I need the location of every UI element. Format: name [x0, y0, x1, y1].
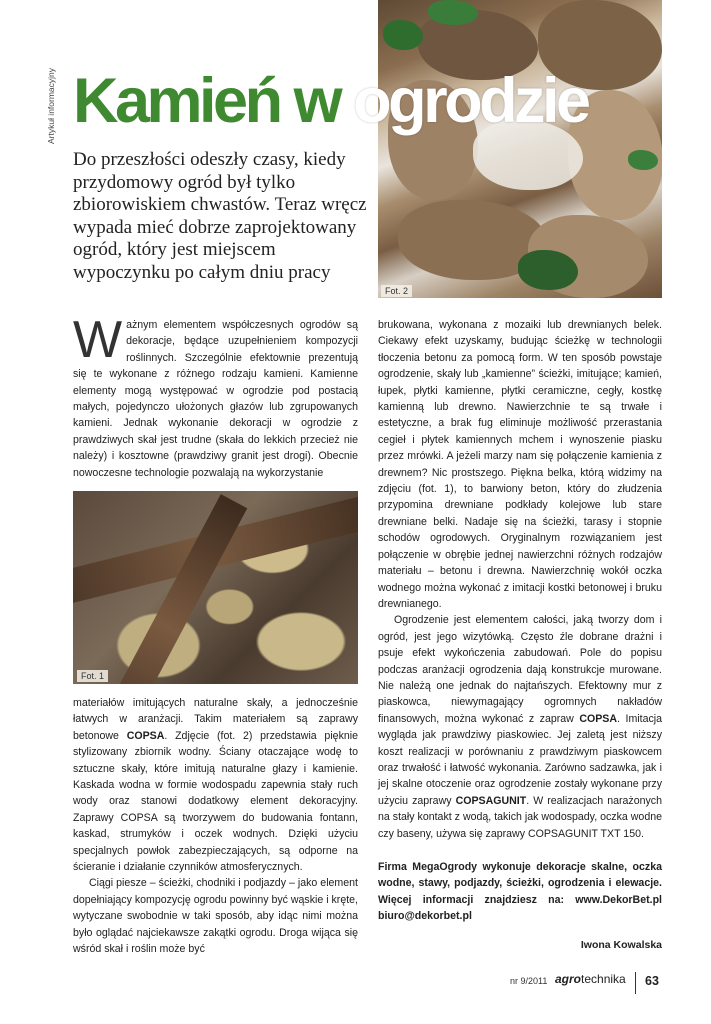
- text: Ciągi piesze – ścieżki, chodniki i podjazdy – jako element dopełniający kompozycję ogrodu powinny być wąskie i kręte, wytyczane swobodnie w taki sposób, aby idąc nimi można było oglądać najciekawsze zakątki ogrodu. Droga wijąca się wśród skał i roślin może być: [73, 877, 359, 956]
- author-name: Iwona Kowalska: [580, 939, 662, 951]
- text: Ogrodzenie jest elementem całości, jaką tworzy dom i ogród, jest jego wizytówką. Często źle dobrane drażni i psuje efekt wykończenia zabudowań. Pole do popisu podczas aranżacji ogrodzenia dają konstrukcje murowane. Nie należą one jednak do najtańszych. Efektowny mur z piaskowca, niewymagający ogromnych nakładów finansowych, można wykonać z zapraw: [378, 614, 662, 725]
- footer-divider: [635, 972, 636, 994]
- issue-number: nr 9/2011: [510, 976, 548, 986]
- text: materiałów imitujących naturalne skały, a jednocześnie łatwych w aranżacji. Takim materiałem są zaprawy betonowe: [73, 697, 358, 742]
- brand-name: COPSAGUNIT: [455, 794, 527, 807]
- text: . Imitacja wygląda jak prawdziwy piaskowiec. Jej zaletą jest niższy koszt realizacji w porównaniu z prawdziwym piaskowcem oraz trwałość i łatwość wykonania. Zarówno sadzawka, jak i jej skalne otoczenie oraz ogrodzenie zostały wykonane przy użyciu zaprawy: [378, 712, 662, 807]
- brand-name: COPSA: [579, 712, 618, 725]
- text: . Zdjęcie (fot. 2) przedstawia pięknie stylizowany zbiornik wodny. Ściany otaczające wodę to sztuczne skały, które imitują naturalne głazy i kamienie. Kaskada wodna w formie wodospadu zapewnia stały ruch wody oraz stanowi dodatkowy element dekoracyjny. Zaprawy COPSA są tworzywem do budowania fontann, kaskad, strumyków i oczek wodnych. Dzięki użyciu specjalnych powłok zabezpieczających, są odporne na ścieranie i działanie czynników atmosferycznych.: [73, 729, 359, 874]
- plant-shape: [428, 0, 478, 25]
- column-left-top: [73, 311, 358, 481]
- company-info: Firma MegaOgrody wykonuje dekoracje skalne, oczka wodne, stawy, podjazdy, ścieżki, ogrodzenia i elewacje. Więcej informacji znajdziesz na: www.DekorBet.pl biuro@dekorbet.pl: [378, 861, 662, 923]
- title-part-white: ogrodzie: [353, 66, 588, 136]
- photo-caption: Fot. 2: [381, 285, 412, 297]
- page-number: 63: [645, 974, 659, 988]
- paragraph: [73, 875, 358, 957]
- photo-stone-wood: [73, 491, 358, 684]
- title-part-green: Kamień w: [73, 66, 340, 136]
- text: brukowana, wykonana z mozaiki lub drewnianych belek. Ciekawy efekt uzyskamy, budując ścieżkę w technologii tłoczenia betonu za pomocą form. W ten sposób powstaje ogrodzenie, skały lub „kamienne” ścieżki, imitujące; kamień, łupek, płytki kamienne, płytki ceramiczne, cegły, kostkę kamienną lub drewno. Nawierzchnie te są trwałe i estetyczne, a brak fug eliminuje możliwość przerastania cegieł i płytek kamiennych mchem i wynoszenie piasku przez mrówki. A jeżeli marzy nam się połączenie kamienia z drewnem? Nic prostszego. Piękna belka, którą widzimy na zdjęciu (fot. 1), to barwiony beton, który do złudzenia przypomina drewniane podkłady kolejowe lub stare drewniane belki. Nadaje się na ścieżki, tarasy i stopnie schodów ogrodowych. Oryginalnym rozwiązaniem jest połączenie w obrębie jednej nawierzchni różnych rodzajów materiału – betonu i drewna. Nawierzchnię wokół oczka wodnego można wykonać z imitacji kostki betonowej i bruku drewnianego.: [378, 319, 662, 610]
- paragraph-text: ażnym elementem współczesnych ogrodów są dekoracje, będące uzupełnieniem kompozycji roślinnych. Szczególnie efektownie prezentują się te wykonane z różnego rodzaju kamieni. Kamienne elementy mogą występować w ogrodzie pod postacią małych, pojedynczo ułożonych głazów lub zgrupowanych kamieni. Jednak wykonanie dekoracji w ogrodzie z prawdziwych skał jest trudne (skała do lekkich przecież nie należy) i kosztowne (prawdziwy granit jest drogi). Obecnie nowoczesne technologie pozwalają na wykorzystanie: [73, 319, 358, 479]
- text: . W realizacjach narażonych na stały kontakt z wodą, takich jak wodospady, oczka wodne czy baseny, używa się zaprawy COPSAGUNIT TXT 150.: [378, 794, 662, 840]
- brand-part-b: technika: [581, 972, 626, 986]
- paragraph: [73, 695, 358, 875]
- plant-shape: [628, 150, 658, 170]
- photo-caption: Fot. 1: [77, 670, 108, 682]
- section-label: [44, 48, 58, 168]
- paragraph: [73, 311, 358, 481]
- page-title: [73, 66, 588, 136]
- column-right: [378, 317, 662, 842]
- brand-name: COPSA: [126, 729, 165, 742]
- lead-paragraph: Do przeszłości odeszły czasy, kiedy przydomowy ogród był tylko zbiorowiskiem chwastów. Teraz wręcz wypada mieć dobrze zaprojektowany ogród, który jest miejscem wypoczynku po całym dniu pracy: [73, 149, 367, 283]
- section-label-text: Artykuł informacyjny: [46, 67, 56, 145]
- photo-waterfall: [378, 0, 662, 298]
- drop-cap: W: [73, 311, 123, 369]
- paragraph: [378, 612, 662, 842]
- plant-shape: [518, 250, 578, 290]
- paragraph: [378, 317, 662, 612]
- plant-shape: [383, 20, 423, 50]
- column-left-bottom: [73, 695, 358, 958]
- brand-part-a: agro: [555, 972, 582, 986]
- magazine-brand: [555, 972, 626, 986]
